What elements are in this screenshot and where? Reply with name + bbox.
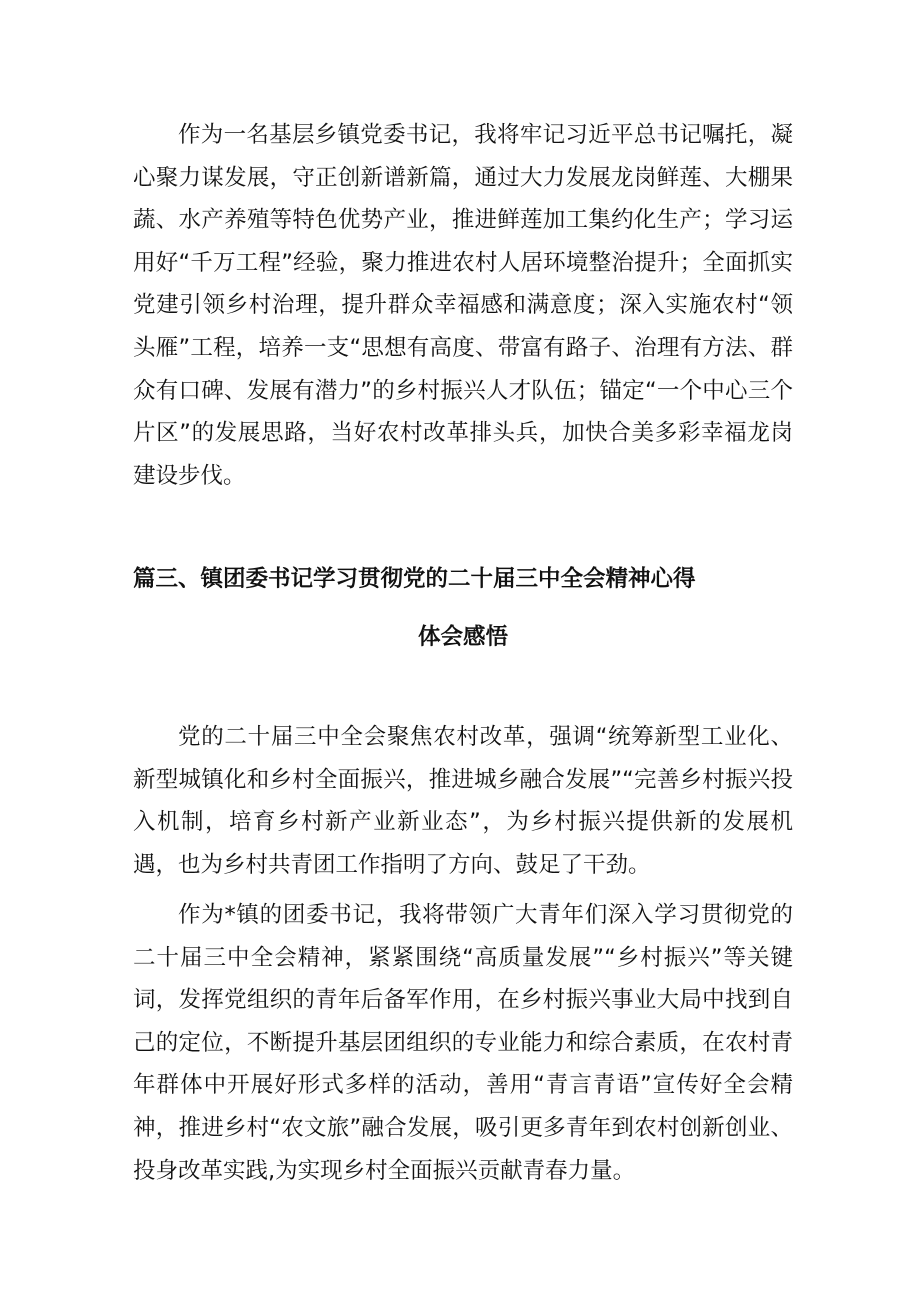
section-heading-line-2: 体会感悟: [417, 624, 508, 650]
body-paragraph-3: 作为*镇的团委书记，我将带领广大青年们深入学习贯彻党的二十届三中全会精神，紧紧围绕“高质量发展”“乡村振兴”等关键词，发挥党组织的青年后备军作用，在乡村振兴事业大局中找到自己的定位，不断提升基层团组织的专业能力和综合素质，在农村青年群体中开展好形式多样的活动，善用“青言青语”宣传好全会精神，推进乡村“农文旅”融合发展，吸引更多青年到农村创新创业、投身改革实践,为实现乡村全面振兴贡献青春力量。: [133, 902, 793, 1184]
section-heading-line-1: 篇三、镇团委书记学习贯彻党的二十届三中全会精神心得: [133, 566, 696, 592]
body-paragraph-1: 作为一名基层乡镇党委书记，我将牢记习近平总书记嘱托，凝心聚力谋发展，守正创新谱新篇，通过大力发展龙岗鲜莲、大棚果蔬、水产养殖等特色优势产业，推进鲜莲加工集约化生产；学习运用好“千万工程”经验，聚力推进农村人居环境整治提升；全面抓实党建引领乡村治理，提升群众幸福感和满意度；深入实施农村“领头雁”工程，培养一支“思想有高度、带富有路子、治理有方法、群众有口碑、发展有潜力”的乡村振兴人才队伍；锚定“一个中心三个片区”的发展思路，当好农村改革排头兵，加快合美多彩幸福龙岗建设步伐。: [133, 122, 793, 489]
body-paragraph-2: 党的二十届三中全会聚焦农村改革，强调“统筹新型工业化、新型城镇化和乡村全面振兴，推进城乡融合发展”“完善乡村振兴投入机制，培育乡村新产业新业态”，为乡村振兴提供新的发展机遇，也为乡村共青团工作指明了方向、鼓足了干劲。: [133, 724, 793, 878]
